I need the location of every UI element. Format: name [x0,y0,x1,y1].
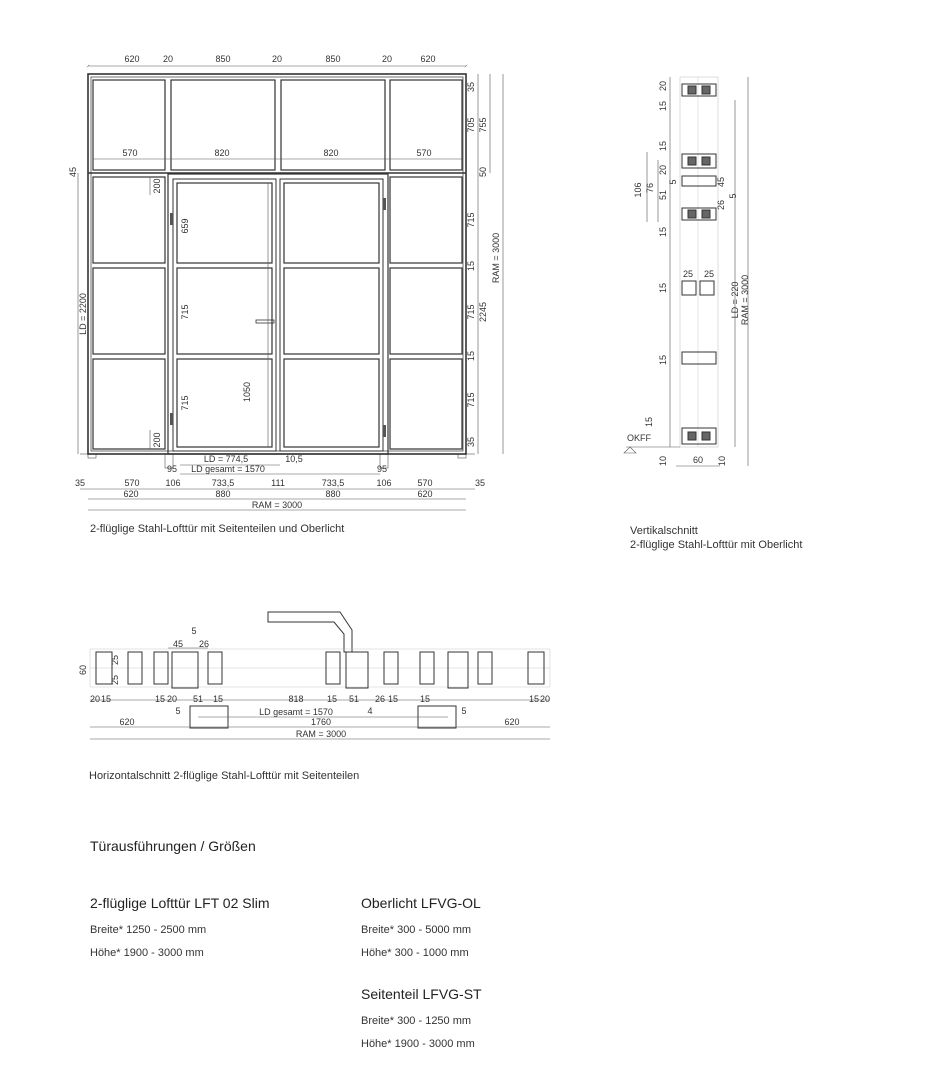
v-dim-2: 15 [658,100,668,112]
transom-width-1: 570 [122,148,138,158]
v-ram: RAM = 3000 [740,274,750,326]
v-dim-14: 25 [703,269,715,279]
h-row-2: 15 [100,694,112,704]
product-height: Höhe* 1900 - 3000 mm [90,947,204,959]
right-dim-2: 705 [466,117,476,133]
h-row-6: 15 [212,694,224,704]
v-dim-13: 25 [682,269,694,279]
h-ram: RAM = 3000 [295,729,347,739]
ld-total: LD gesamt = 1570 [191,464,265,474]
ld-leaf: LD = 774,5 [203,454,249,464]
h-row-14: 20 [539,694,551,704]
right-dim-7: 715 [466,304,476,320]
vertical-section-caption-2: 2-flüglige Stahl-Lofttür mit Oberlicht [630,539,803,551]
dim-top-4: 20 [271,54,283,64]
side-pane [390,177,462,263]
right-dim-ram: RAM = 3000 [491,232,501,284]
side-pane [390,359,462,449]
product-width: Breite* 300 - 1250 mm [361,1015,472,1027]
dim-top-2: 20 [162,54,174,64]
product-title: Oberlicht LFVG-OL [361,895,481,911]
h-row-8: 15 [326,694,338,704]
product-title: Seitenteil LFVG-ST [361,986,482,1002]
h-left-1: 60 [78,664,88,676]
front-view-drawing [80,74,475,468]
v-dim-8: 5 [668,179,678,185]
h-row2-4: 5 [461,706,467,716]
h-row-1: 20 [89,694,101,704]
h-row-11: 15 [387,694,399,704]
side-pane [390,268,462,354]
v-dim-bottom-1: 10 [658,455,668,467]
top-gap: 45 [68,166,78,178]
dim-bottom2-3: 880 [325,489,341,499]
dim-top-5: 850 [325,54,341,64]
door-leaf-right [280,179,383,451]
transom-width-4: 570 [416,148,432,158]
v-dim-bottom-2: 60 [692,455,704,465]
dim-top-7: 620 [420,54,436,64]
h-top-3: 26 [198,639,210,649]
gap: 10,5 [285,454,303,464]
door-handle [256,320,274,323]
v-dim-6: 76 [645,182,655,194]
h-row-13: 15 [528,694,540,704]
h-left-3: 25 [110,674,120,686]
right-dim-11: 35 [466,436,476,448]
hinge-bottom: 200 [152,432,162,448]
v-ld: LD = 220 [730,281,740,319]
dim-bottom2-2: 880 [215,489,231,499]
hinge-top: 200 [152,178,162,194]
front-view-caption: 2-flüglige Stahl-Lofttür mit Seitenteilen und Oberlicht [90,523,345,535]
right-dim-9: 15 [466,350,476,362]
h-row3-3: 620 [504,717,520,727]
right-dim-6: 15 [466,260,476,272]
right-dim-4: 50 [478,166,488,178]
v-dim-16: 15 [658,354,668,366]
ram-front: RAM = 3000 [251,500,303,510]
dim-bottom-5: 111 [271,478,285,488]
v-dim-1: 20 [658,80,668,92]
h-row2-2: LD gesamt = 1570 [259,707,333,717]
product-lofttuer [90,895,270,965]
h-row-4: 20 [166,694,178,704]
h-row-5: 51 [192,694,204,704]
right-dim-1: 35 [466,81,476,93]
ld-height: LD = 2200 [78,293,88,335]
sizes-heading: Türausführungen / Größen [90,838,256,854]
dim-top-6: 20 [381,54,393,64]
dim-bottom-4: 733,5 [211,478,235,488]
h-row3-2: 1760 [310,717,332,727]
product-oberlicht [361,895,481,965]
leaf-offset-left: 95 [166,464,178,474]
h-top-1: 5 [191,626,197,636]
transom-width-2: 820 [214,148,230,158]
v-dim-11: 5 [728,193,738,199]
v-dim-15: 15 [658,282,668,294]
product-width: Breite* 300 - 5000 mm [361,924,472,936]
leaf-offset-right: 95 [376,464,388,474]
right-dim-8: 2245 [478,301,488,323]
h-row-9: 51 [348,694,360,704]
h-top-2: 45 [172,639,184,649]
v-dim-9: 45 [716,176,726,188]
right-dim-10: 715 [466,392,476,408]
h-row-10: 26 [374,694,386,704]
dim-bottom-2: 570 [124,478,140,488]
side-pane [93,268,165,354]
h-left-2: 25 [110,654,120,666]
v-dim-5: 106 [633,182,643,198]
v-dim-17: 15 [644,416,654,428]
dim-bottom-9: 35 [474,478,486,488]
product-height: Höhe* 300 - 1000 mm [361,947,469,959]
v-dim-3: 15 [658,140,668,152]
h-row2-3: 4 [367,706,373,716]
vertical-section-drawing [680,77,718,447]
dim-top-1: 620 [124,54,140,64]
h-row-3: 15 [154,694,166,704]
handle-height: 1050 [242,381,252,403]
horizontal-section-caption: Horizontalschnitt 2-flüglige Stahl-Lofttür mit Seitenteilen [89,770,360,782]
dim-bottom-8: 570 [417,478,433,488]
dim-bottom-3: 106 [165,478,181,488]
product-height: Höhe* 1900 - 3000 mm [361,1038,475,1050]
pane-mid: 715 [180,304,190,320]
v-dim-7: 51 [658,189,668,201]
outer-frame [88,74,466,454]
h-row-7: 818 [288,694,304,704]
h-row-12: 15 [419,694,431,704]
dim-bottom2-1: 620 [123,489,139,499]
product-width: Breite* 1250 - 2500 mm [90,924,207,936]
h-row2-1: 5 [175,706,181,716]
h-row3-1: 620 [119,717,135,727]
v-dim-12: 15 [658,226,668,238]
dim-bottom-7: 106 [376,478,392,488]
dim-bottom2-4: 620 [417,489,433,499]
vertical-section-caption-1: Vertikalschnitt [630,525,698,537]
transom-width-3: 820 [323,148,339,158]
pane-top: 659 [180,218,190,234]
product-seitenteil [361,986,482,1056]
right-dim-3: 755 [478,117,488,133]
product-title: 2-flüglige Lofttür LFT 02 Slim [90,895,270,911]
v-dim-10: 26 [716,199,726,211]
dim-top-3: 850 [215,54,231,64]
dim-bottom-6: 733,5 [321,478,345,488]
okff-label: OKFF [627,433,651,443]
dim-bottom-1: 35 [74,478,86,488]
door-frame [168,174,388,454]
v-dim-4: 20 [658,164,668,176]
right-dim-5: 715 [466,212,476,228]
pane-bottom: 715 [180,395,190,411]
v-dim-bottom-3: 10 [717,455,727,467]
